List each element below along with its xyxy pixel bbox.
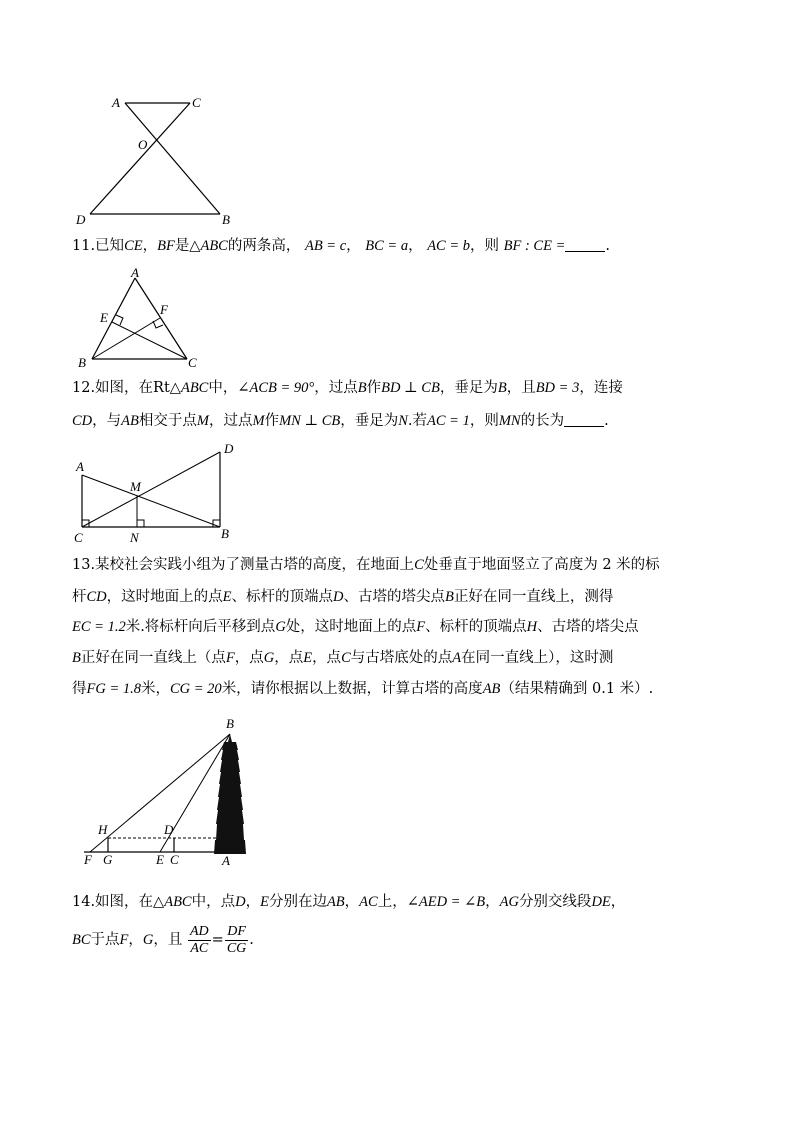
- answer-blank: [564, 412, 604, 427]
- hourglass-figure: [70, 90, 240, 230]
- label-d: D: [76, 212, 86, 227]
- label-a: A: [222, 853, 230, 867]
- question-13-line1: 13.某校社会实践小组为了测量古塔的高度，在地面上C处垂直于地面竖立了高度为 2 米的标: [72, 557, 660, 573]
- question-13-line5: 得FG = 1.8米，CG = 20米，请你根据以上数据，计算古塔的高度AB（结果精确到 0.1 米）.: [72, 681, 654, 697]
- label-b: B: [221, 526, 229, 541]
- label-f: F: [160, 302, 168, 317]
- label-b: B: [222, 212, 230, 227]
- pagoda-figure: [78, 712, 258, 867]
- question-11: 11.已知CE，BF是△ABC的两条高， AB = c， BC = a， AC = b，则 BF : CE = .: [72, 238, 610, 254]
- label-e: E: [156, 852, 164, 867]
- label-b: B: [78, 355, 86, 370]
- question-12-line2: CD，与AB相交于点M，过点M作MN ⊥ CB，垂足为N.若AC = 1，则MN的长为 .: [72, 413, 609, 429]
- label-d: D: [224, 441, 234, 456]
- label-c: C: [74, 530, 83, 545]
- label-d: D: [164, 822, 174, 837]
- label-a: A: [131, 266, 139, 280]
- label-f: F: [84, 852, 92, 867]
- question-13-line4: B正好在同一直线上（点F，点G，点E，点C与古塔底处的点A在同一直线上），这时测: [72, 650, 614, 666]
- triangle-altitudes-figure: [72, 266, 212, 371]
- label-a: A: [76, 459, 84, 474]
- question-13-line2: 杆CD，这时地面上的点E、标杆的顶端点D、古塔的塔尖点B正好在同一直线上，测得: [72, 589, 614, 605]
- fraction-ad-ac: $\frac{AD}{AC}$: [189, 923, 209, 956]
- label-h: H: [98, 822, 108, 837]
- label-c: C: [192, 95, 201, 110]
- label-c: C: [170, 852, 179, 867]
- answer-blank: [565, 237, 605, 252]
- question-14-line1: 14.如图，在△ABC中，点D，E分别在边AB，AC上，∠AED = ∠B，AG分别交线段DE，: [72, 894, 626, 910]
- question-14-line2: BC于点F，G，且 $\frac{AD}{AC}$ = $\frac{DF}{CG}$ .: [72, 923, 254, 956]
- label-e: E: [100, 310, 108, 325]
- label-o: O: [138, 137, 148, 152]
- question-13-line3: EC = 1.2米.将标杆向后平移到点G处，这时地面上的点F、标杆的顶端点H、古塔的塔尖点: [72, 619, 639, 635]
- label-c: C: [188, 355, 197, 370]
- label-a: A: [112, 95, 120, 110]
- fraction-df-cg: $\frac{DF}{CG}$: [226, 923, 247, 956]
- label-n: N: [130, 530, 139, 545]
- label-g: G: [103, 852, 113, 867]
- question-12-line1: 12.如图，在Rt△ABC中，∠ACB = 90°，过点B作BD ⊥ CB，垂足为B，且BD = 3，连接: [72, 380, 623, 396]
- label-b: B: [226, 716, 234, 731]
- parallel-lines-figure: [70, 440, 245, 545]
- label-m: M: [130, 479, 141, 494]
